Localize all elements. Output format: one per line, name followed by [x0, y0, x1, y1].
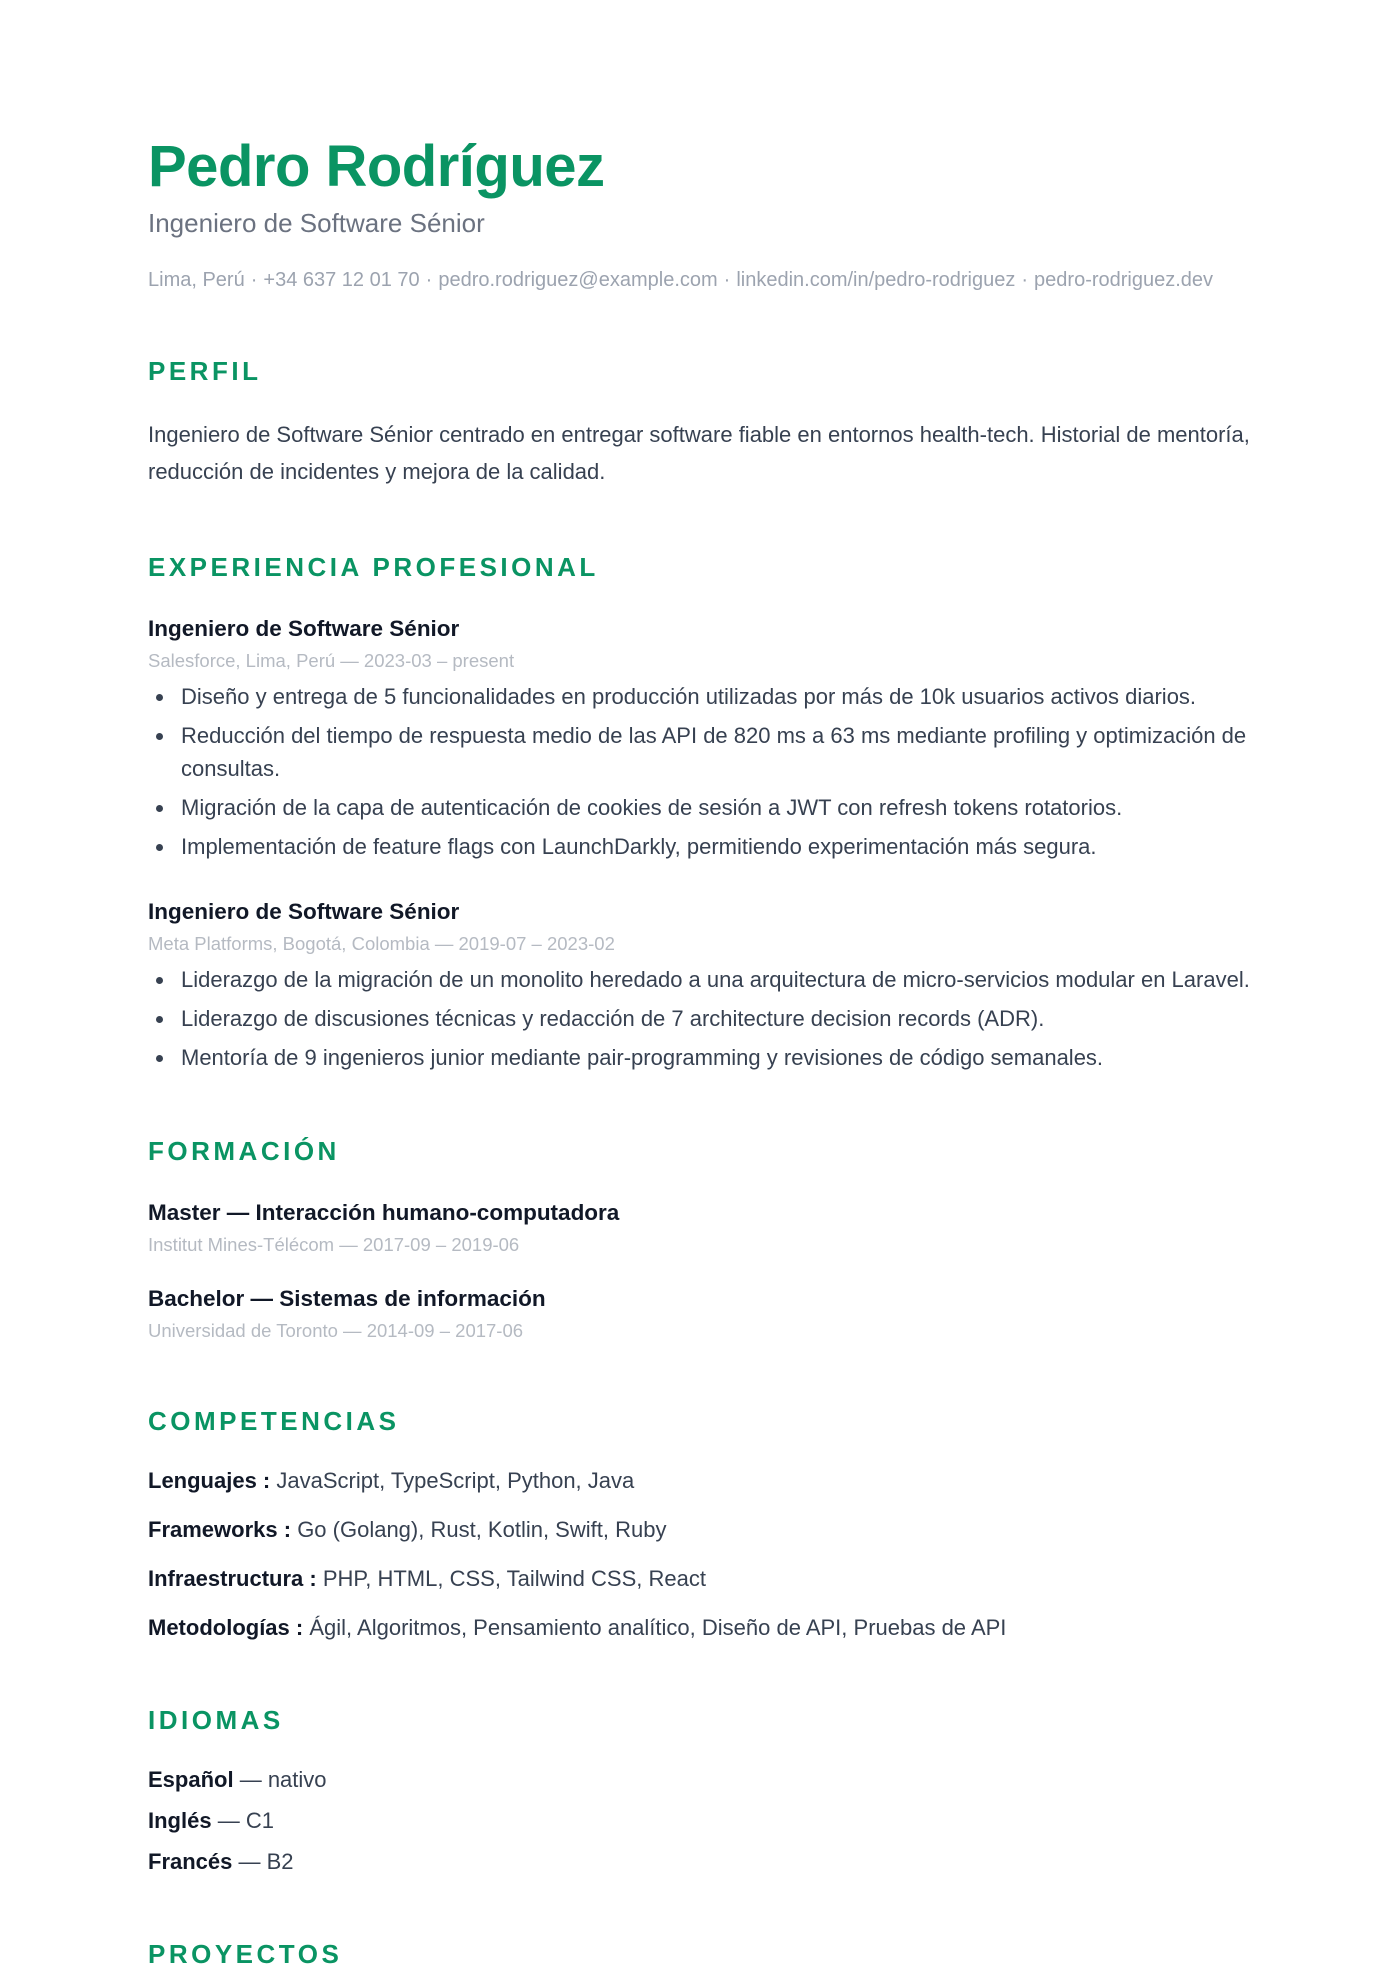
achievement-item: [148, 1041, 1252, 1074]
bullet-dot-icon: [156, 1055, 163, 1062]
degree-title: Master — Interacción humano-computadora: [148, 1200, 620, 1225]
achievement-text: Diseño y entrega de 5 funcionalidades en producción utilizadas por más de 10k usuarios activos diarios.: [181, 684, 1197, 709]
section-title-experience: EXPERIENCIA PROFESIONAL: [148, 552, 599, 582]
skill-value: Go (Golang), Rust, Kotlin, Swift, Ruby: [297, 1517, 667, 1542]
contact-email[interactable]: pedro.rodriguez@example.com: [438, 269, 718, 291]
achievement-text: Implementación de feature flags con LaunchDarkly, permitiendo experimentación más segura.: [181, 834, 1097, 859]
candidate-name: Pedro Rodríguez: [148, 134, 605, 199]
language-name: Español: [148, 1767, 234, 1792]
skill-label: Metodologías :: [148, 1615, 304, 1640]
achievement-text: Liderazgo de la migración de un monolito heredado a una arquitectura de micro-servicios modular en Laravel.: [181, 967, 1250, 992]
language-name: Inglés: [148, 1808, 212, 1833]
achievement-text: Reducción del tiempo de respuesta medio de las API de 820 ms a 63 ms mediante profiling y optimización de consultas.: [181, 723, 1247, 781]
contact-separator: ·: [1021, 269, 1029, 291]
achievement-item: [148, 963, 1252, 996]
contact-linkedin[interactable]: linkedin.com/in/pedro-rodriguez: [736, 269, 1016, 291]
job-achievements: [148, 963, 1252, 1074]
bullet-dot-icon: [156, 844, 163, 851]
bullet-dot-icon: [156, 1016, 163, 1023]
language-name: Francés: [148, 1849, 233, 1874]
experience-item: [148, 897, 1252, 1074]
section-title-projects: PROYECTOS: [148, 1939, 343, 1969]
language-row: [148, 1847, 1252, 1877]
skill-label: Lenguajes :: [148, 1468, 271, 1493]
language-row: [148, 1765, 1252, 1795]
skill-label: Infraestructura :: [148, 1566, 317, 1591]
contact-separator: ·: [250, 269, 258, 291]
candidate-title: Ingeniero de Software Sénior: [148, 208, 485, 238]
achievement-item: [148, 680, 1252, 713]
skill-value: JavaScript, TypeScript, Python, Java: [276, 1468, 635, 1493]
degree-meta: Universidad de Toronto — 2014-09 – 2017-06: [148, 1320, 524, 1341]
achievement-item: [148, 719, 1252, 785]
skills-list: [148, 1466, 1252, 1643]
bullet-dot-icon: [156, 977, 163, 984]
languages-list: [148, 1765, 1252, 1877]
skill-row: [148, 1466, 1252, 1496]
skill-value: Ágil, Algoritmos, Pensamiento analítico, Diseño de API, Pruebas de API: [309, 1615, 1007, 1640]
skill-row: [148, 1613, 1252, 1643]
skill-row: [148, 1564, 1252, 1594]
contact-separator: ·: [425, 269, 433, 291]
bullet-dot-icon: [156, 733, 163, 740]
achievement-item: [148, 1002, 1252, 1035]
achievement-item: [148, 830, 1252, 863]
bullet-dot-icon: [156, 805, 163, 812]
job-meta: Salesforce, Lima, Perú — 2023-03 – present: [148, 650, 515, 671]
contact-location: Lima, Perú: [148, 269, 245, 291]
job-achievements: [148, 680, 1252, 863]
section-title-skills: COMPETENCIAS: [148, 1406, 400, 1436]
education-item: [148, 1284, 1252, 1344]
section-title-education: FORMACIÓN: [148, 1136, 340, 1166]
job-meta: Meta Platforms, Bogotá, Colombia — 2019-07 – 2023-02: [148, 933, 615, 954]
language-level: — nativo: [239, 1767, 327, 1792]
contact-separator: ·: [723, 269, 731, 291]
achievement-text: Migración de la capa de autenticación de cookies de sesión a JWT con refresh tokens rotatorios.: [181, 795, 1123, 820]
achievement-text: Liderazgo de discusiones técnicas y redacción de 7 architecture decision records (ADR).: [181, 1006, 1045, 1031]
skill-row: [148, 1515, 1252, 1545]
contact-phone[interactable]: +34 637 12 01 70: [263, 269, 420, 291]
job-title: Ingeniero de Software Sénior: [148, 899, 460, 924]
language-level: — C1: [217, 1808, 274, 1833]
contact-website[interactable]: pedro-rodriguez.dev: [1034, 269, 1214, 291]
degree-meta: Institut Mines-Télécom — 2017-09 – 2019-06: [148, 1234, 520, 1255]
skill-label: Frameworks :: [148, 1517, 292, 1542]
bullet-dot-icon: [156, 694, 163, 701]
education-item: [148, 1198, 1252, 1258]
profile-summary: Ingeniero de Software Sénior centrado en entregar software fiable en entornos health-tech. Historial de mentoría, reducción de incidentes y mejora de la calidad.: [148, 422, 1250, 484]
skill-value: PHP, HTML, CSS, Tailwind CSS, React: [322, 1566, 706, 1591]
achievement-text: Mentoría de 9 ingenieros junior mediante pair-programming y revisiones de código semanales.: [181, 1045, 1104, 1070]
achievement-item: [148, 791, 1252, 824]
job-title: Ingeniero de Software Sénior: [148, 616, 460, 641]
contact-line: [148, 266, 1252, 294]
degree-title: Bachelor — Sistemas de información: [148, 1286, 546, 1311]
language-level: — B2: [238, 1849, 294, 1874]
experience-item: [148, 614, 1252, 863]
section-title-profile: PERFIL: [148, 356, 262, 386]
section-title-languages: IDIOMAS: [148, 1705, 284, 1735]
language-row: [148, 1806, 1252, 1836]
